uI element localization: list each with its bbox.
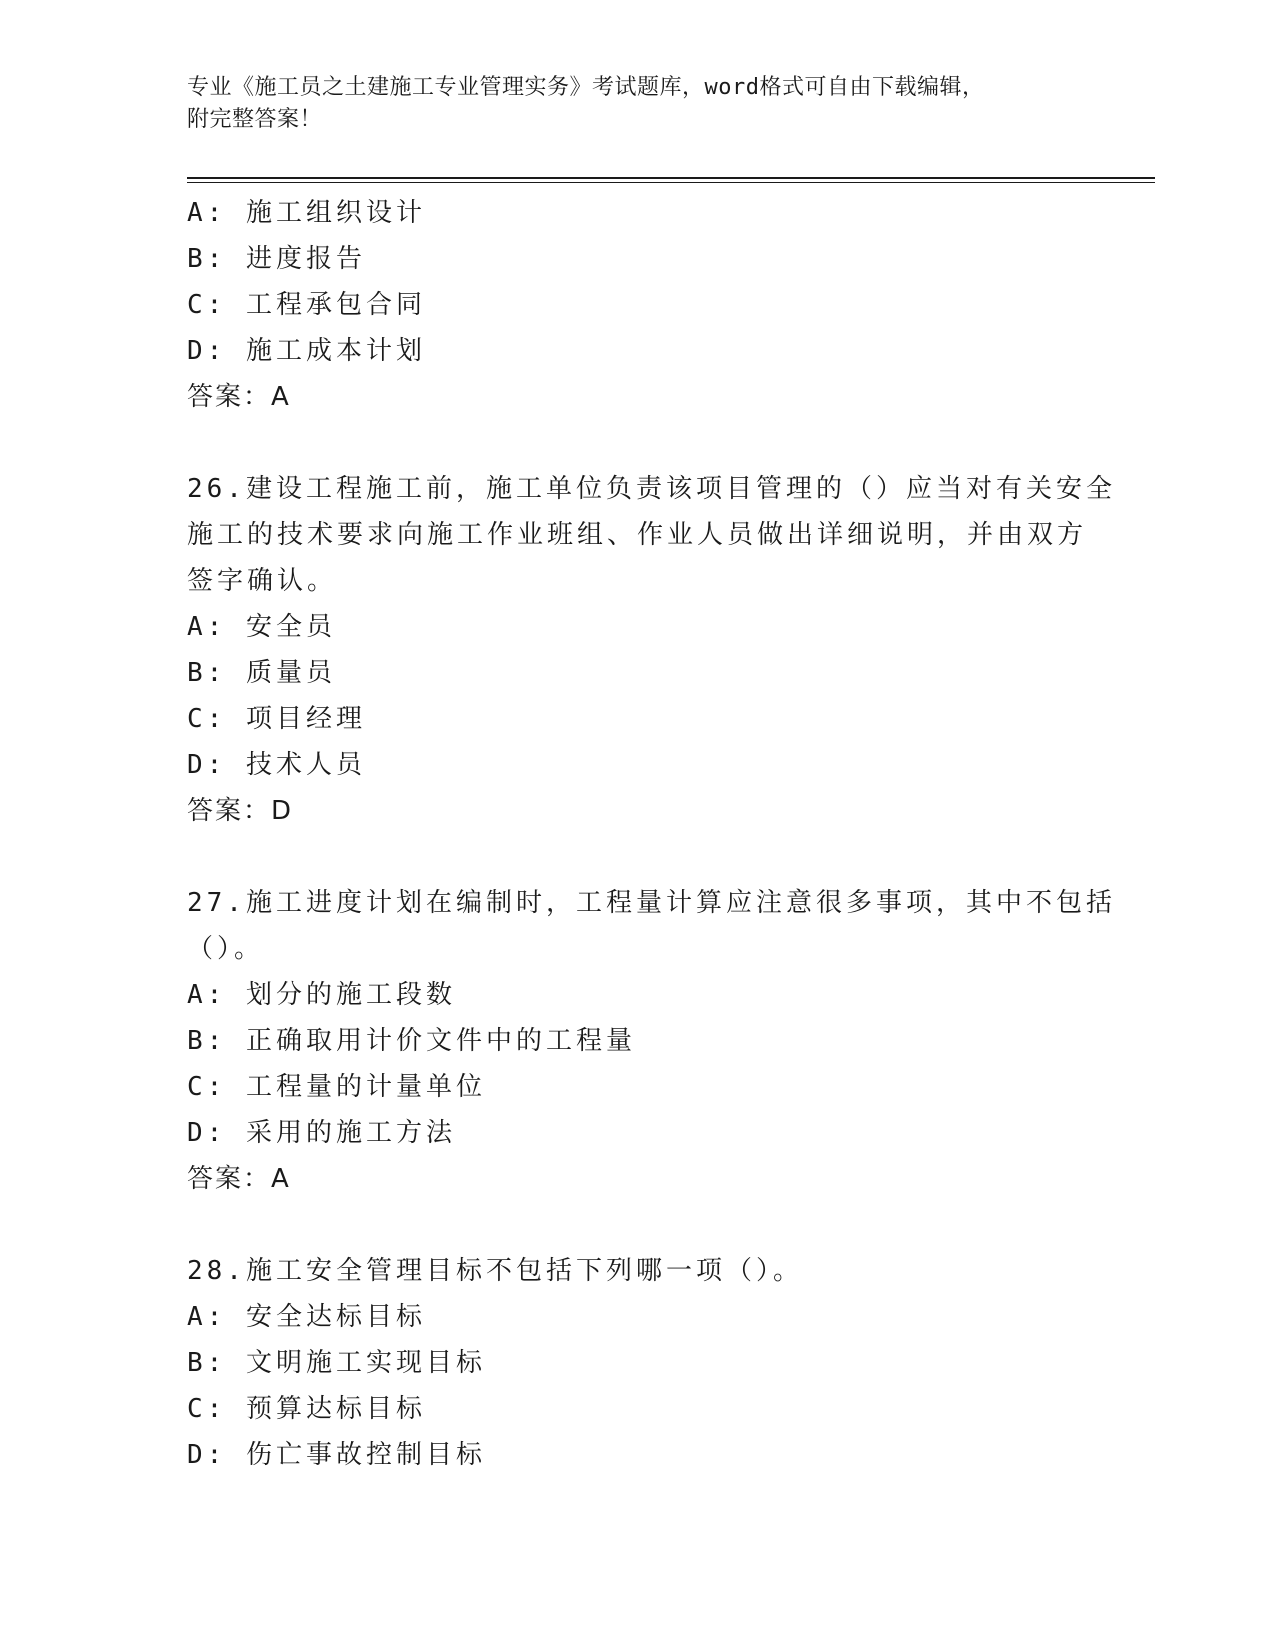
option-d: D: 技术人员 [187,750,366,780]
option-b: B: 文明施工实现目标 [187,1348,486,1378]
option-d: D: 伤亡事故控制目标 [187,1440,486,1470]
option-a: A: 施工组织设计 [187,198,426,228]
spacer [187,1202,1087,1248]
option-a: A: 划分的施工段数 [187,980,456,1010]
question-stem-line-2: 施工的技术要求向施工作业班组、作业人员做出详细说明，并由双方 [187,520,1088,550]
answer-line: 答案：A [187,382,291,412]
option-b: B: 正确取用计价文件中的工程量 [187,1026,636,1056]
question-stem-line-1: 26.建设工程施工前，施工单位负责该项目管理的（）应当对有关安全 [187,474,1116,504]
header-line-2: 附完整答案！ [187,107,323,132]
answer-line: 答案：A [187,1164,291,1194]
header-rule-thick [187,177,1155,179]
answer-line: 答案：D [187,796,294,826]
question-stem-line-1: 28.施工安全管理目标不包括下列哪一项（）。 [187,1256,803,1286]
option-c: C: 工程量的计量单位 [187,1072,486,1102]
question-25-block [187,190,1087,420]
option-b: B: 进度报告 [187,244,366,274]
option-d: D: 采用的施工方法 [187,1118,456,1148]
question-26-block [187,466,1116,834]
question-stem-line-2: （）。 [187,934,265,964]
option-c: C: 工程承包合同 [187,290,426,320]
page-header [187,72,1087,136]
option-c: C: 预算达标目标 [187,1394,426,1424]
option-a: A: 安全达标目标 [187,1302,426,1332]
option-a: A: 安全员 [187,612,336,642]
question-stem-line-1: 27.施工进度计划在编制时，工程量计算应注意很多事项，其中不包括 [187,888,1116,918]
option-d: D: 施工成本计划 [187,336,426,366]
question-stem-line-3: 签字确认。 [187,566,338,596]
option-c: C: 项目经理 [187,704,366,734]
question-27-block [187,880,1116,1202]
option-b: B: 质量员 [187,658,336,688]
question-content [187,190,1116,1478]
header-line-1: 专业《施工员之土建施工专业管理实务》考试题库，word格式可自由下载编辑， [187,75,985,100]
header-rule-thin [187,182,1155,183]
question-28-block [187,1248,1087,1478]
spacer [187,420,1087,466]
spacer [187,834,1087,880]
